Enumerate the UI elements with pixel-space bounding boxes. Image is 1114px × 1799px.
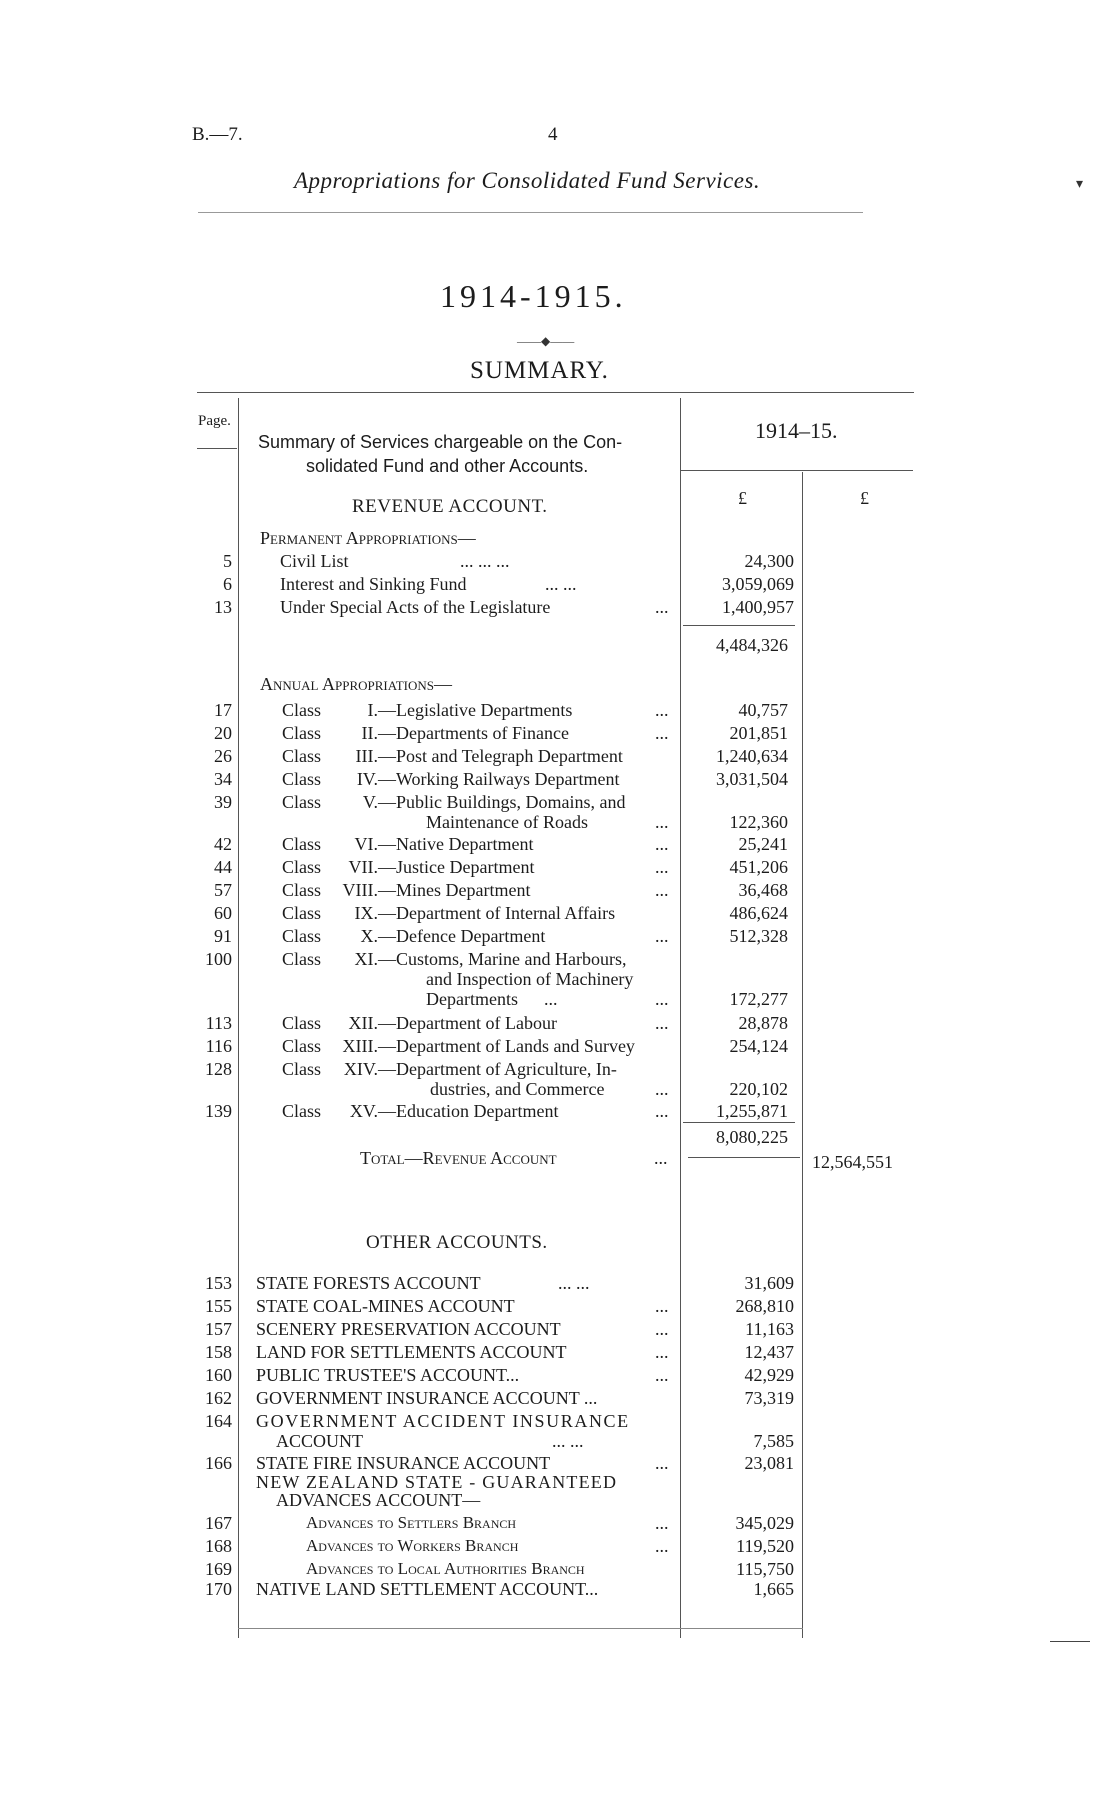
native-land-page: 170 xyxy=(205,1579,232,1599)
item-amount: 512,328 xyxy=(729,926,788,946)
total-rule xyxy=(688,1157,800,1158)
currency-symbol-2: £ xyxy=(860,488,869,508)
department-name: —Mines Department xyxy=(378,880,531,900)
branch-name: Advances to Local Authorities Branch xyxy=(306,1559,585,1578)
total-revenue-dots: ... xyxy=(654,1148,668,1168)
class-word: Class xyxy=(282,834,322,854)
department-name: —Customs, Marine and Harbours, xyxy=(378,949,627,969)
summary-heading: SUMMARY. xyxy=(470,357,609,384)
class-number: VIII. xyxy=(342,880,378,900)
page-ref: 20 xyxy=(214,723,232,743)
leader-dots: ... ... ... xyxy=(460,551,510,571)
item-amount: 28,878 xyxy=(738,1013,788,1033)
item-amount: 451,206 xyxy=(729,857,788,877)
leader-dots: ... xyxy=(655,700,669,720)
branch-amount: 119,520 xyxy=(736,1536,794,1556)
item-amount: 1,240,634 xyxy=(716,746,788,766)
class-word: Class xyxy=(282,880,322,900)
department-name: —Departments of Finance xyxy=(378,723,569,743)
class-number: VI. xyxy=(354,834,378,854)
page-ref: 44 xyxy=(214,857,232,877)
permanent-subtotal: 4,484,326 xyxy=(716,635,788,655)
page-ref: 169 xyxy=(205,1559,232,1579)
item-label: Interest and Sinking Fund xyxy=(280,574,467,594)
leader-dots: ... xyxy=(655,1513,669,1533)
item-amount: 3,059,069 xyxy=(722,574,794,594)
page-title: Appropriations for Consolidated Fund Services. xyxy=(294,168,761,193)
department-name-cont: Departments xyxy=(426,989,518,1009)
item-amount: 1,255,871 xyxy=(716,1101,788,1121)
nz-advances-label: NEW ZEALAND STATE - GUARANTEED xyxy=(256,1472,618,1492)
item-amount: 220,102 xyxy=(729,1079,788,1099)
page-ref: 42 xyxy=(214,834,232,854)
total-revenue-label: Total—Revenue Account xyxy=(360,1148,557,1168)
page-number: 4 xyxy=(548,124,558,145)
leader-dots: ... xyxy=(655,1453,669,1473)
leader-dots: ... xyxy=(655,857,669,877)
year-heading: 1914-1915. xyxy=(440,278,627,314)
page-ref: 164 xyxy=(205,1411,232,1431)
page-ref: 39 xyxy=(214,792,232,812)
native-land-amount: 1,665 xyxy=(753,1579,794,1599)
year-column-header: 1914–15. xyxy=(755,418,838,443)
class-number: XV. xyxy=(349,1101,378,1121)
leader-dots: ... ... xyxy=(552,1431,584,1451)
class-word: Class xyxy=(282,1059,322,1079)
class-number: I. xyxy=(367,700,378,720)
department-name: —Defence Department xyxy=(378,926,546,946)
leader-dots: ... xyxy=(655,1101,669,1121)
class-number: XIII. xyxy=(342,1036,378,1056)
total-revenue-amount: 12,564,551 xyxy=(812,1152,893,1172)
item-label: Under Special Acts of the Legislature xyxy=(280,597,551,617)
item-amount: 254,124 xyxy=(729,1036,788,1056)
branch-amount: 115,750 xyxy=(736,1559,794,1579)
account-name: GOVERNMENT INSURANCE ACCOUNT ... xyxy=(256,1388,598,1408)
summary-column-header: Summary of Services chargeable on the Con- xyxy=(258,432,623,452)
class-word: Class xyxy=(282,949,322,969)
page-ref: 116 xyxy=(205,1036,232,1056)
department-name: —Department of Internal Affairs xyxy=(378,903,616,923)
margin-mark-icon: ▾ xyxy=(1076,177,1084,192)
ornament-icon: ——◆—— xyxy=(517,334,575,348)
department-name: —Legislative Departments xyxy=(378,700,573,720)
item-amount: 24,300 xyxy=(744,551,794,571)
leader-dots: ... ... xyxy=(545,574,577,594)
permanent-appropriations-heading: Permanent Appropriations— xyxy=(260,528,476,548)
page-ref: 166 xyxy=(205,1453,232,1473)
class-word: Class xyxy=(282,926,322,946)
page-ref: 162 xyxy=(205,1388,232,1408)
account-name: SCENERY PRESERVATION ACCOUNT xyxy=(256,1319,561,1339)
class-number: XI. xyxy=(354,949,378,969)
class-number: III. xyxy=(355,746,378,766)
department-name-cont: Maintenance of Roads xyxy=(426,812,588,832)
account-amount: 7,585 xyxy=(753,1431,794,1451)
class-number: IX. xyxy=(354,903,378,923)
page-ref: 155 xyxy=(205,1296,232,1316)
leader-dots: ... xyxy=(655,1365,669,1385)
leader-dots: ... xyxy=(655,1079,669,1099)
department-name: —Working Railways Department xyxy=(378,769,620,789)
class-word: Class xyxy=(282,700,322,720)
account-name: PUBLIC TRUSTEE'S ACCOUNT... xyxy=(256,1365,520,1385)
page-ref: 34 xyxy=(214,769,232,789)
page-ref: 139 xyxy=(205,1101,232,1121)
department-name: —Public Buildings, Domains, and xyxy=(378,792,626,812)
leader-dots: ... xyxy=(655,880,669,900)
department-name: —Native Department xyxy=(378,834,534,854)
page-ref: 113 xyxy=(205,1013,232,1033)
page-ref: 5 xyxy=(223,551,232,571)
revenue-account-heading: REVENUE ACCOUNT. xyxy=(352,496,548,517)
class-number: II. xyxy=(361,723,378,743)
department-name-cont: and Inspection of Machinery xyxy=(426,969,634,989)
class-number: V. xyxy=(362,792,378,812)
class-number: IV. xyxy=(356,769,378,789)
item-amount: 36,468 xyxy=(738,880,788,900)
class-word: Class xyxy=(282,769,322,789)
page-ref: 157 xyxy=(205,1319,232,1339)
annual-appropriations-heading: Annual Appropriations— xyxy=(260,674,452,694)
leader-dots: ... xyxy=(655,834,669,854)
account-name: GOVERNMENT ACCIDENT INSURANCE xyxy=(256,1411,630,1431)
department-name: —Education Department xyxy=(378,1101,559,1121)
department-name: —Department of Lands and Survey xyxy=(378,1036,635,1056)
account-amount: 268,810 xyxy=(735,1296,794,1316)
page-ref: 160 xyxy=(205,1365,232,1385)
item-amount: 25,241 xyxy=(738,834,788,854)
leader-dots: ... xyxy=(655,812,669,832)
department-name: —Department of Agriculture, In- xyxy=(378,1059,617,1079)
page-ref: 168 xyxy=(205,1536,232,1556)
class-word: Class xyxy=(282,1013,322,1033)
item-amount: 3,031,504 xyxy=(716,769,788,789)
account-amount: 23,081 xyxy=(744,1453,794,1473)
class-word: Class xyxy=(282,723,322,743)
currency-symbol-1: £ xyxy=(738,488,747,508)
leader-dots: ... xyxy=(655,989,669,1009)
item-amount: 486,624 xyxy=(729,903,788,923)
branch-name: Advances to Settlers Branch xyxy=(306,1513,517,1532)
page-ref: 158 xyxy=(205,1342,232,1362)
annual-subtotal-rule xyxy=(683,1122,795,1123)
amount-col-divider xyxy=(802,472,803,1638)
other-accounts-heading: OTHER ACCOUNTS. xyxy=(366,1232,548,1253)
leader-dots: ... ... xyxy=(558,1273,590,1293)
account-amount: 73,319 xyxy=(744,1388,794,1408)
page-ref: 91 xyxy=(214,926,232,946)
item-amount: 172,277 xyxy=(729,989,788,1009)
leader-dots: ... xyxy=(655,1296,669,1316)
page-ref: 153 xyxy=(205,1273,232,1293)
account-name: STATE COAL-MINES ACCOUNT xyxy=(256,1296,515,1316)
page-col-rule xyxy=(197,448,237,449)
class-word: Class xyxy=(282,903,322,923)
desc-col-divider xyxy=(680,398,681,1638)
table-top-rule xyxy=(197,392,914,393)
account-name: STATE FORESTS ACCOUNT xyxy=(256,1273,481,1293)
department-name: —Justice Department xyxy=(378,857,535,877)
leader-dots: ... xyxy=(544,989,558,1009)
branch-amount: 345,029 xyxy=(735,1513,794,1533)
page-ref: 13 xyxy=(214,597,232,617)
header-rule xyxy=(198,212,863,213)
department-name-cont: dustries, and Commerce xyxy=(430,1079,605,1099)
account-amount: 12,437 xyxy=(744,1342,794,1362)
margin-dash xyxy=(1050,1641,1090,1642)
page-ref: 167 xyxy=(205,1513,232,1533)
item-amount: 201,851 xyxy=(729,723,788,743)
page-ref: 17 xyxy=(214,700,232,720)
permanent-subtotal-rule xyxy=(683,625,795,626)
account-name-cont: ACCOUNT xyxy=(276,1431,364,1451)
class-number: X. xyxy=(360,926,378,946)
table-bottom-rule xyxy=(238,1628,803,1629)
leader-dots: ... xyxy=(655,926,669,946)
page-ref: 57 xyxy=(214,880,232,900)
annual-subtotal: 8,080,225 xyxy=(716,1127,788,1147)
class-word: Class xyxy=(282,746,322,766)
class-word: Class xyxy=(282,1101,322,1121)
leader-dots: ... xyxy=(655,597,669,617)
class-word: Class xyxy=(282,792,322,812)
branch-name: Advances to Workers Branch xyxy=(306,1536,519,1555)
page-ref: 100 xyxy=(205,949,232,969)
leader-dots: ... xyxy=(655,723,669,743)
class-word: Class xyxy=(282,1036,322,1056)
leader-dots: ... xyxy=(655,1013,669,1033)
year-header-rule xyxy=(680,470,913,471)
item-amount: 1,400,957 xyxy=(722,597,794,617)
department-name: —Department of Labour xyxy=(378,1013,557,1033)
account-name: LAND FOR SETTLEMENTS ACCOUNT xyxy=(256,1342,567,1362)
account-amount: 11,163 xyxy=(745,1319,794,1339)
account-amount: 31,609 xyxy=(744,1273,794,1293)
summary-column-header-cont: solidated Fund and other Accounts. xyxy=(306,456,589,476)
class-number: XIV. xyxy=(343,1059,378,1079)
page-ref: 6 xyxy=(223,574,232,594)
account-amount: 42,929 xyxy=(744,1365,794,1385)
document-reference: B.—7. xyxy=(192,124,243,145)
item-amount: 122,360 xyxy=(729,812,788,832)
class-word: Class xyxy=(282,857,322,877)
page-ref: 128 xyxy=(205,1059,232,1079)
item-label: Civil List xyxy=(280,551,349,571)
page-ref: 60 xyxy=(214,903,232,923)
leader-dots: ... xyxy=(655,1536,669,1556)
account-name: STATE FIRE INSURANCE ACCOUNT xyxy=(256,1453,551,1473)
nz-advances-label-cont: ADVANCES ACCOUNT— xyxy=(276,1490,481,1510)
class-number: VII. xyxy=(348,857,378,877)
leader-dots: ... xyxy=(655,1342,669,1362)
department-name: —Post and Telegraph Department xyxy=(378,746,623,766)
item-amount: 40,757 xyxy=(738,700,788,720)
page-ref: 26 xyxy=(214,746,232,766)
page-col-divider xyxy=(238,398,239,1638)
page-column-header: Page. xyxy=(198,413,231,429)
leader-dots: ... xyxy=(655,1319,669,1339)
class-number: XII. xyxy=(348,1013,378,1033)
native-land-label: NATIVE LAND SETTLEMENT ACCOUNT... xyxy=(256,1579,599,1599)
